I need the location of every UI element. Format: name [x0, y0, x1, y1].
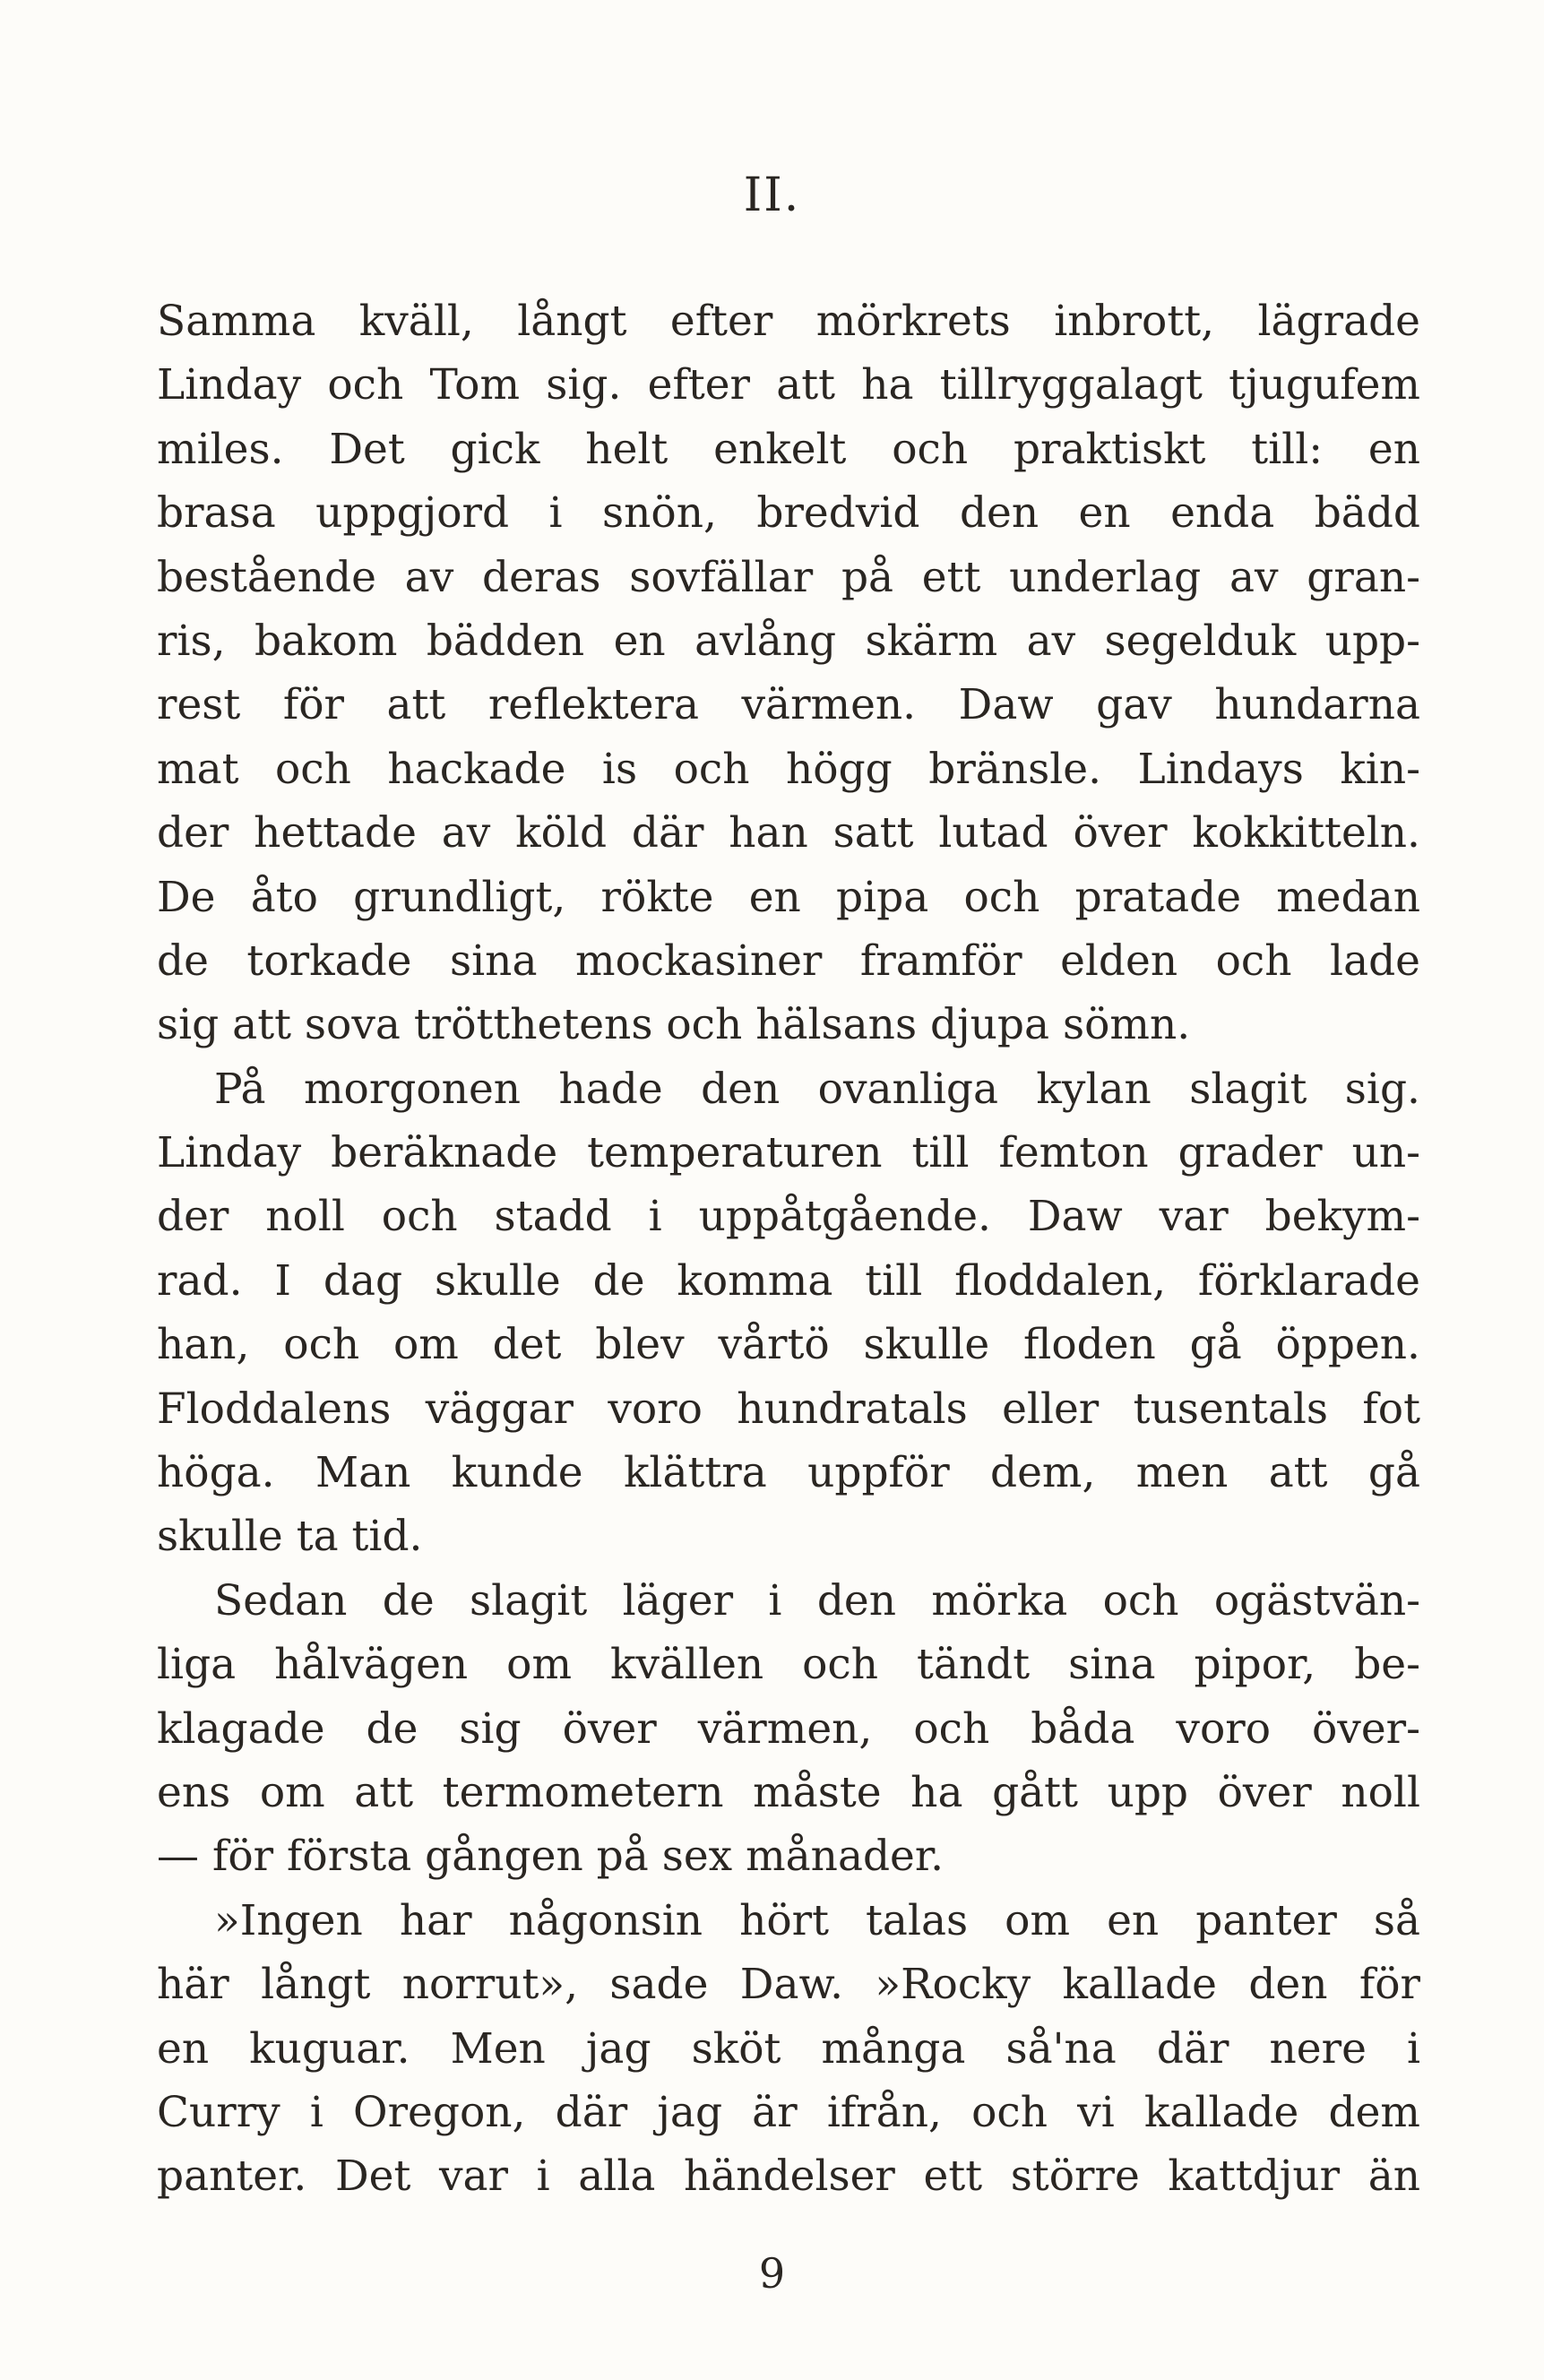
text-line: skulle ta tid.	[157, 1512, 423, 1562]
text-line: mat och hackade is och högg bränsle. Lindays kin-	[157, 744, 1420, 794]
text-line: höga. Man kunde klättra uppför dem, men att gå	[157, 1448, 1420, 1498]
text-line: Floddalens väggar voro hundratals eller tusentals fot	[157, 1384, 1420, 1434]
text-line: sig att sova trötthetens och hälsans djupa sömn.	[157, 1000, 1191, 1050]
text-line: — för första gången på sex månader.	[157, 1832, 945, 1882]
text-line: Linday och Tom sig. efter att ha tillryggalagt tjugufem	[157, 360, 1420, 410]
text-line: De åto grundligt, rökte en pipa och pratade medan	[157, 872, 1420, 922]
body-text	[157, 289, 1420, 2209]
text-line: panter. Det var i alla händelser ett större kattdjur än	[157, 2151, 1420, 2202]
text-line: en kuguar. Men jag sköt många så'na där nere i	[157, 2023, 1420, 2074]
text-line: de torkade sina mockasiner framför elden och lade	[157, 936, 1420, 986]
chapter-heading: II.	[743, 168, 801, 222]
text-line: Sedan de slagit läger i den mörka och ogästvän-	[214, 1575, 1420, 1625]
text-line: Linday beräknade temperaturen till femton grader un-	[157, 1128, 1420, 1178]
text-line: På morgonen hade den ovanliga kylan slagit sig.	[214, 1064, 1420, 1114]
text-line: klagade de sig över värmen, och båda voro över-	[157, 1703, 1420, 1754]
text-line: miles. Det gick helt enkelt och praktiskt till: en	[157, 424, 1420, 474]
text-line: ens om att termometern måste ha gått upp över noll	[157, 1767, 1420, 1817]
page-number: 9	[758, 2249, 786, 2298]
text-line: Samma kväll, långt efter mörkrets inbrott, lägrade	[157, 297, 1420, 346]
text-line: liga hålvägen om kvällen och tändt sina pipor, be-	[157, 1640, 1420, 1690]
text-line: der noll och stadd i uppåtgående. Daw var bekym-	[157, 1192, 1420, 1242]
text-line: rest för att reflektera värmen. Daw gav hundarna	[157, 680, 1420, 730]
text-line: här långt norrut», sade Daw. »Rocky kallade den för	[157, 1960, 1420, 2010]
text-line: rad. I dag skulle de komma till floddalen, förklarade	[157, 1255, 1420, 1306]
text-line: han, och om det blev vårtö skulle floden gå öppen.	[157, 1320, 1420, 1370]
text-line: »Ingen har någonsin hört talas om en panter så	[214, 1895, 1420, 1945]
text-line: brasa uppgjord i snön, bredvid den en enda bädd	[157, 488, 1420, 539]
text-line: ris, bakom bädden en avlång skärm av segelduk upp-	[157, 616, 1420, 666]
text-line: Curry i Oregon, där jag är ifrån, och vi kallade dem	[157, 2087, 1420, 2137]
text-line: der hettade av köld där han satt lutad över kokkitteln.	[157, 808, 1420, 858]
text-line: bestående av deras sovfällar på ett underlag av gran-	[157, 552, 1420, 602]
